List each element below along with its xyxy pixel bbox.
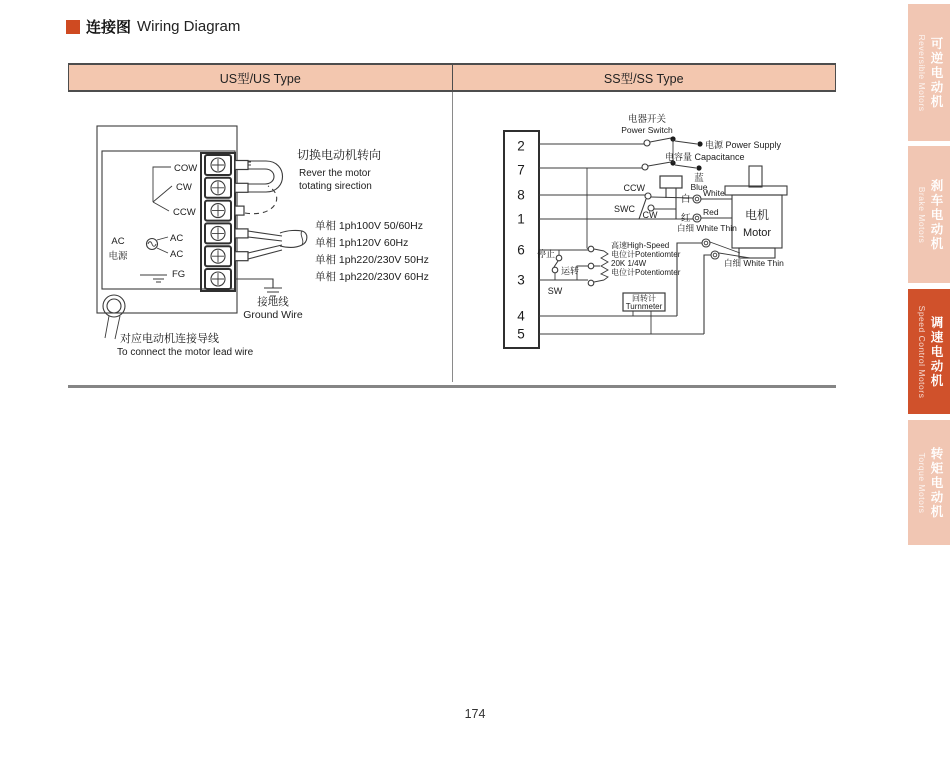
power-supply-dot: [697, 141, 702, 146]
ss-wiring-diagram: [452, 92, 836, 382]
sw-label: SW: [547, 286, 563, 296]
ground-label-en: Ground Wire: [243, 309, 303, 321]
switch-blade: [648, 162, 671, 166]
power-switch-zh: 电器开关: [627, 114, 667, 125]
white-thin-wire-b: [704, 255, 711, 334]
red-wire-ring-inner: [695, 216, 699, 220]
column-header-ss: SS型/SS Type: [603, 71, 684, 86]
resistor-value: 20K 1/4W: [611, 259, 647, 268]
red-label-en: Red: [703, 207, 719, 217]
label-cow: COW: [174, 163, 198, 174]
white-label-en: White: [703, 188, 725, 198]
turnmeter-en: Turnmeter: [625, 302, 663, 311]
label-cw: CW: [176, 182, 192, 193]
ac-wires: [248, 231, 282, 259]
switch-blade: [650, 138, 671, 142]
title-en: Wiring Diagram: [137, 18, 241, 35]
blue-label-zh: 蓝: [694, 173, 704, 184]
white-thin-label-a: 白细 White Thin: [677, 223, 737, 233]
ac-power-label-1: AC: [111, 236, 125, 247]
motor-label-en: Motor: [742, 227, 772, 239]
reverse-loop-wire-inner: [248, 169, 274, 184]
resistor-zigzag-icon: [601, 251, 608, 280]
power-spec-3: 单相 1ph220/230V 50Hz: [315, 254, 429, 266]
wire-lug: [235, 252, 248, 261]
title-zh: 连接图: [86, 19, 132, 36]
column-header-us: US型/US Type: [69, 65, 453, 90]
ground-wire: [235, 279, 282, 296]
wiring-table: [68, 63, 836, 388]
page-number: 174: [464, 707, 486, 721]
stop-label: 停止: [536, 249, 555, 259]
terminal-wires: [536, 144, 704, 334]
label-ac-upper: AC: [170, 233, 184, 244]
table-body: [68, 92, 836, 382]
ac-sine-icon: [148, 242, 156, 247]
blue-label-en: Blue: [690, 182, 708, 192]
pot-terminal: [588, 263, 594, 269]
terminal-5: 5: [517, 326, 525, 342]
power-supply-label: 电源 Power Supply: [705, 140, 782, 150]
terminal-4: 4: [517, 308, 525, 324]
grommet-icon: [103, 295, 125, 317]
swc-label: SWC: [614, 204, 635, 214]
power-spec-4: 单相 1ph220/230V 60Hz: [315, 271, 429, 283]
capacitor-legs: [666, 188, 676, 209]
capacitance-label: 电容量 Capacitance: [665, 152, 745, 162]
terminal-6: 6: [517, 242, 525, 258]
high-speed-label: 高速High-Speed: [611, 241, 670, 250]
terminal-3: 3: [517, 272, 525, 288]
white-thin-ring-b-inner: [713, 253, 717, 257]
switch-contact: [642, 164, 648, 170]
pot-terminal: [588, 280, 594, 286]
cw-label: CW: [642, 210, 658, 220]
terminal-7: 7: [517, 162, 525, 178]
grommet-inner-icon: [107, 299, 121, 313]
terminal-screws: [205, 155, 231, 289]
wire-lug: [235, 161, 248, 170]
pot-label-a: 电位计Potentiomter: [611, 250, 681, 259]
blue-wire-dot: [696, 165, 701, 170]
white-thin-ring-b: [711, 251, 719, 259]
power-switch-en: Power Switch: [621, 125, 673, 135]
reverse-note-en2: totating sirection: [299, 181, 372, 192]
white-wire-ring-inner: [695, 197, 699, 201]
power-spec-1: 单相 1ph100V 50/60Hz: [315, 220, 423, 232]
run-label: 运转: [561, 266, 580, 276]
sidebar-tab-speed-control-motors: [908, 289, 950, 414]
red-wire-ring: [693, 214, 701, 222]
run-stop-blade: [554, 261, 558, 267]
tab-label-en: Speed Control Motors: [917, 305, 927, 398]
white-thin-label-b: 白细 White Thin: [724, 258, 784, 268]
reverse-note-zh: 切换电动机转向: [297, 148, 382, 162]
tab-label-zh: 转矩电动机: [929, 446, 943, 519]
label-fg: FG: [172, 269, 186, 280]
table-header: [68, 63, 836, 92]
tab-label-en: Reversible Motors: [917, 34, 927, 111]
ground-label-zh: 接地线: [257, 296, 289, 308]
accent-square-icon: [66, 20, 80, 34]
reverse-loop-alt-dashed: [245, 186, 277, 214]
wire: [675, 165, 696, 168]
tab-label-en: Brake Motors: [917, 186, 927, 243]
fg-ground-icon: [140, 275, 167, 282]
sidebar-tab-reversible-motors: [908, 4, 950, 141]
cable-torn-end: [301, 231, 303, 245]
lead-note-en: To connect the motor lead wire: [117, 347, 254, 358]
us-wiring-diagram: [68, 92, 452, 382]
lead-note-zh: 对应电动机连接导线: [120, 333, 219, 345]
sidebar-tab-brake-motors: [908, 146, 950, 283]
turnmeter-legs: [633, 311, 651, 334]
white-label-zh: 白: [681, 194, 691, 205]
ac-power-label-2: 电源: [108, 251, 128, 262]
label-ccw: CCW: [173, 207, 196, 218]
terminal-1: 1: [517, 211, 525, 227]
ccw-contact: [645, 193, 651, 199]
common-wire: [587, 168, 589, 249]
motor-label-zh: 电机: [744, 208, 770, 222]
pot-terminal: [588, 246, 594, 252]
wire-lug: [235, 183, 248, 192]
turnmeter-zh: 回转计: [632, 294, 656, 303]
label-fan-lines: [153, 167, 172, 211]
terminal-8: 8: [517, 187, 525, 203]
white-thin-ring-a-inner: [704, 241, 708, 245]
pot-leads: [577, 249, 604, 282]
pot-label-b: 电位计Potentiomter: [611, 268, 681, 277]
run-contact: [552, 267, 558, 273]
terminal-2: 2: [517, 138, 525, 154]
wire-stub: [235, 206, 244, 215]
white-thin-ring-a: [702, 239, 710, 247]
stop-contact: [556, 255, 562, 261]
white-thin-wire-a: [677, 243, 702, 316]
ac-source-leads: [157, 237, 168, 253]
switch-contact: [644, 140, 650, 146]
page-title: [66, 16, 240, 37]
red-label-zh: 红: [681, 213, 691, 224]
tab-label-en: Torque Motors: [917, 452, 927, 513]
tab-label-zh: 刹车电动机: [929, 178, 943, 251]
wire-lug: [235, 229, 248, 238]
sidebar-tab-torque-motors: [908, 420, 950, 545]
white-wire-ring: [693, 195, 701, 203]
capacitor-icon: [660, 176, 682, 188]
ccw-label: CCW: [623, 183, 645, 193]
tab-label-zh: 调速电动机: [929, 315, 943, 388]
label-ac-lower: AC: [170, 249, 184, 260]
reverse-note-en1: Rever the motor: [299, 168, 371, 179]
cable-sheath: [280, 230, 307, 247]
wire: [675, 141, 697, 144]
tab-label-zh: 可逆电动机: [929, 36, 943, 109]
power-spec-2: 单相 1ph120V 60Hz: [315, 237, 409, 249]
reverse-loop-wire: [248, 161, 283, 192]
lead-note-lines: [105, 316, 120, 339]
